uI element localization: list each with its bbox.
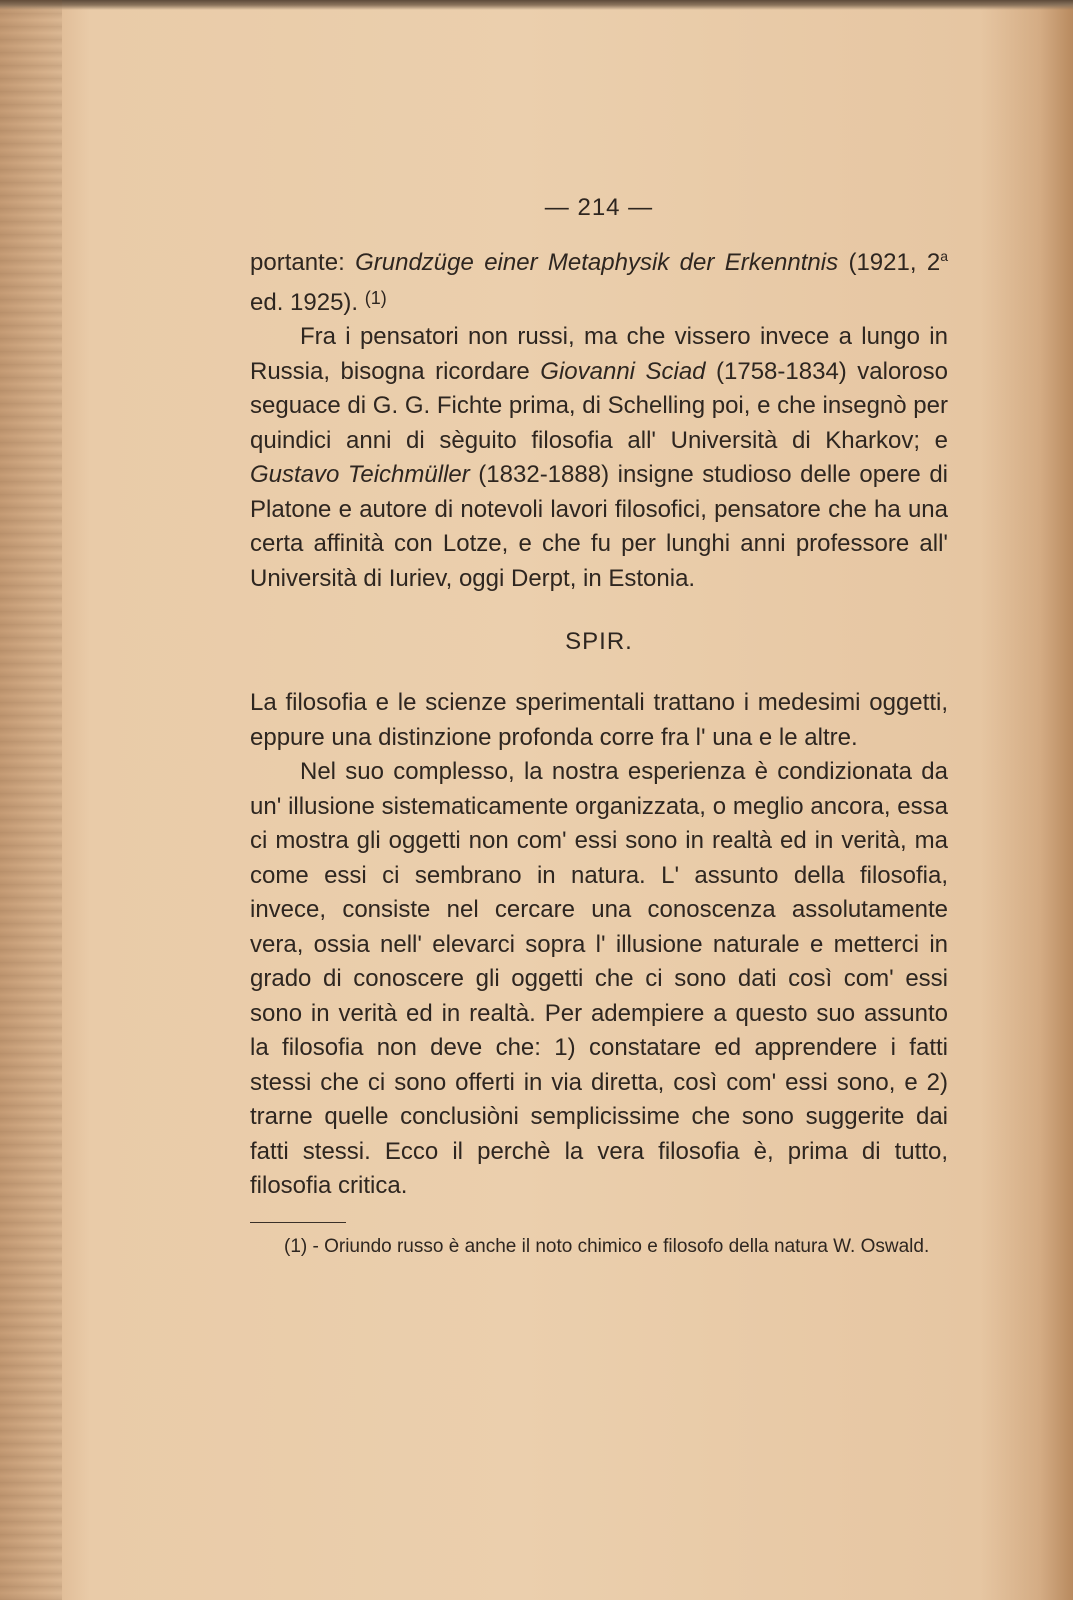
book-title: Grundzüge einer Metaphysik der Erkenntnis (355, 249, 839, 276)
paragraph-philosophy-body: Nel suo complesso, la nostra esperienza è condizionata da un' illusione sistematicamente organizzata, o meglio ancora, essa ci mostra gli oggetti non com' essi sono in realtà ed in verità, ma come essi ci sembrano in natura. L' assunto della filosofia, invece, consiste nel cercare una conoscenza assolutamente vera, ossia nell' elevarci sopra l' illusione naturale e metterci in grado di conoscere gli oggetti che ci sono dati così com' essi sono in verità ed in realtà. Per adempiere a questo suo assunto la filosofia non deve che: 1) constatare ed apprendere i fatti stessi che ci sono offerti in via diretta, così com' essi sono, e 2) trarne quelle conclusiòni semplicissime che sono suggerite dai fatti stessi. Ecco il perchè la vera filosofia è, prima di tutto, filosofia critica. (250, 758, 948, 1199)
page-number: — 214 — (544, 194, 654, 221)
paragraph-foreign-thinkers: Fra i pensatori non russi, ma che vissero invece a lungo in Russia, bisogna ricordare Giovanni Sciad (1758-1834) valoroso seguace di G. G. Fichte prima, di Schelling poi, e che insegnò per quindici anni di sèguito filosofia all' Università di Kharkov; e Gustavo Teichmüller (1832-1888) insigne studioso delle opere di Platone e autore di notevoli lavori filosofici, pensatore che ha una certa affinità con Lotze, e che fu per lunghi anni professore all' Università di Iuriev, oggi Derpt, in Estonia. (250, 323, 949, 592)
person-name: Gustavo Teichmüller (250, 461, 470, 488)
binding-edge (0, 0, 62, 1600)
paragraph-continuation: portante: Grundzüge einer Metaphysik der Erkenntnis (1921, 2$^a$ ed. 1925). $^{(1)}$ (250, 248, 948, 316)
footnote-rule (250, 1222, 346, 1223)
text-block (250, 194, 948, 1260)
footnote: (1) - Oriundo russo è anche il noto chimico e filosofo della natura W. Oswald. (284, 1235, 930, 1257)
section-heading: SPIR. (565, 628, 633, 655)
footnote-reference: (1) (364, 287, 387, 308)
person-name: Giovanni Sciad (540, 357, 706, 385)
paragraph-philosophy-intro: La filosofia e le scienze sperimentali trattano i medesimi oggetti, eppure una distinzione profonda corre fra l' una e le altre. (250, 689, 948, 751)
